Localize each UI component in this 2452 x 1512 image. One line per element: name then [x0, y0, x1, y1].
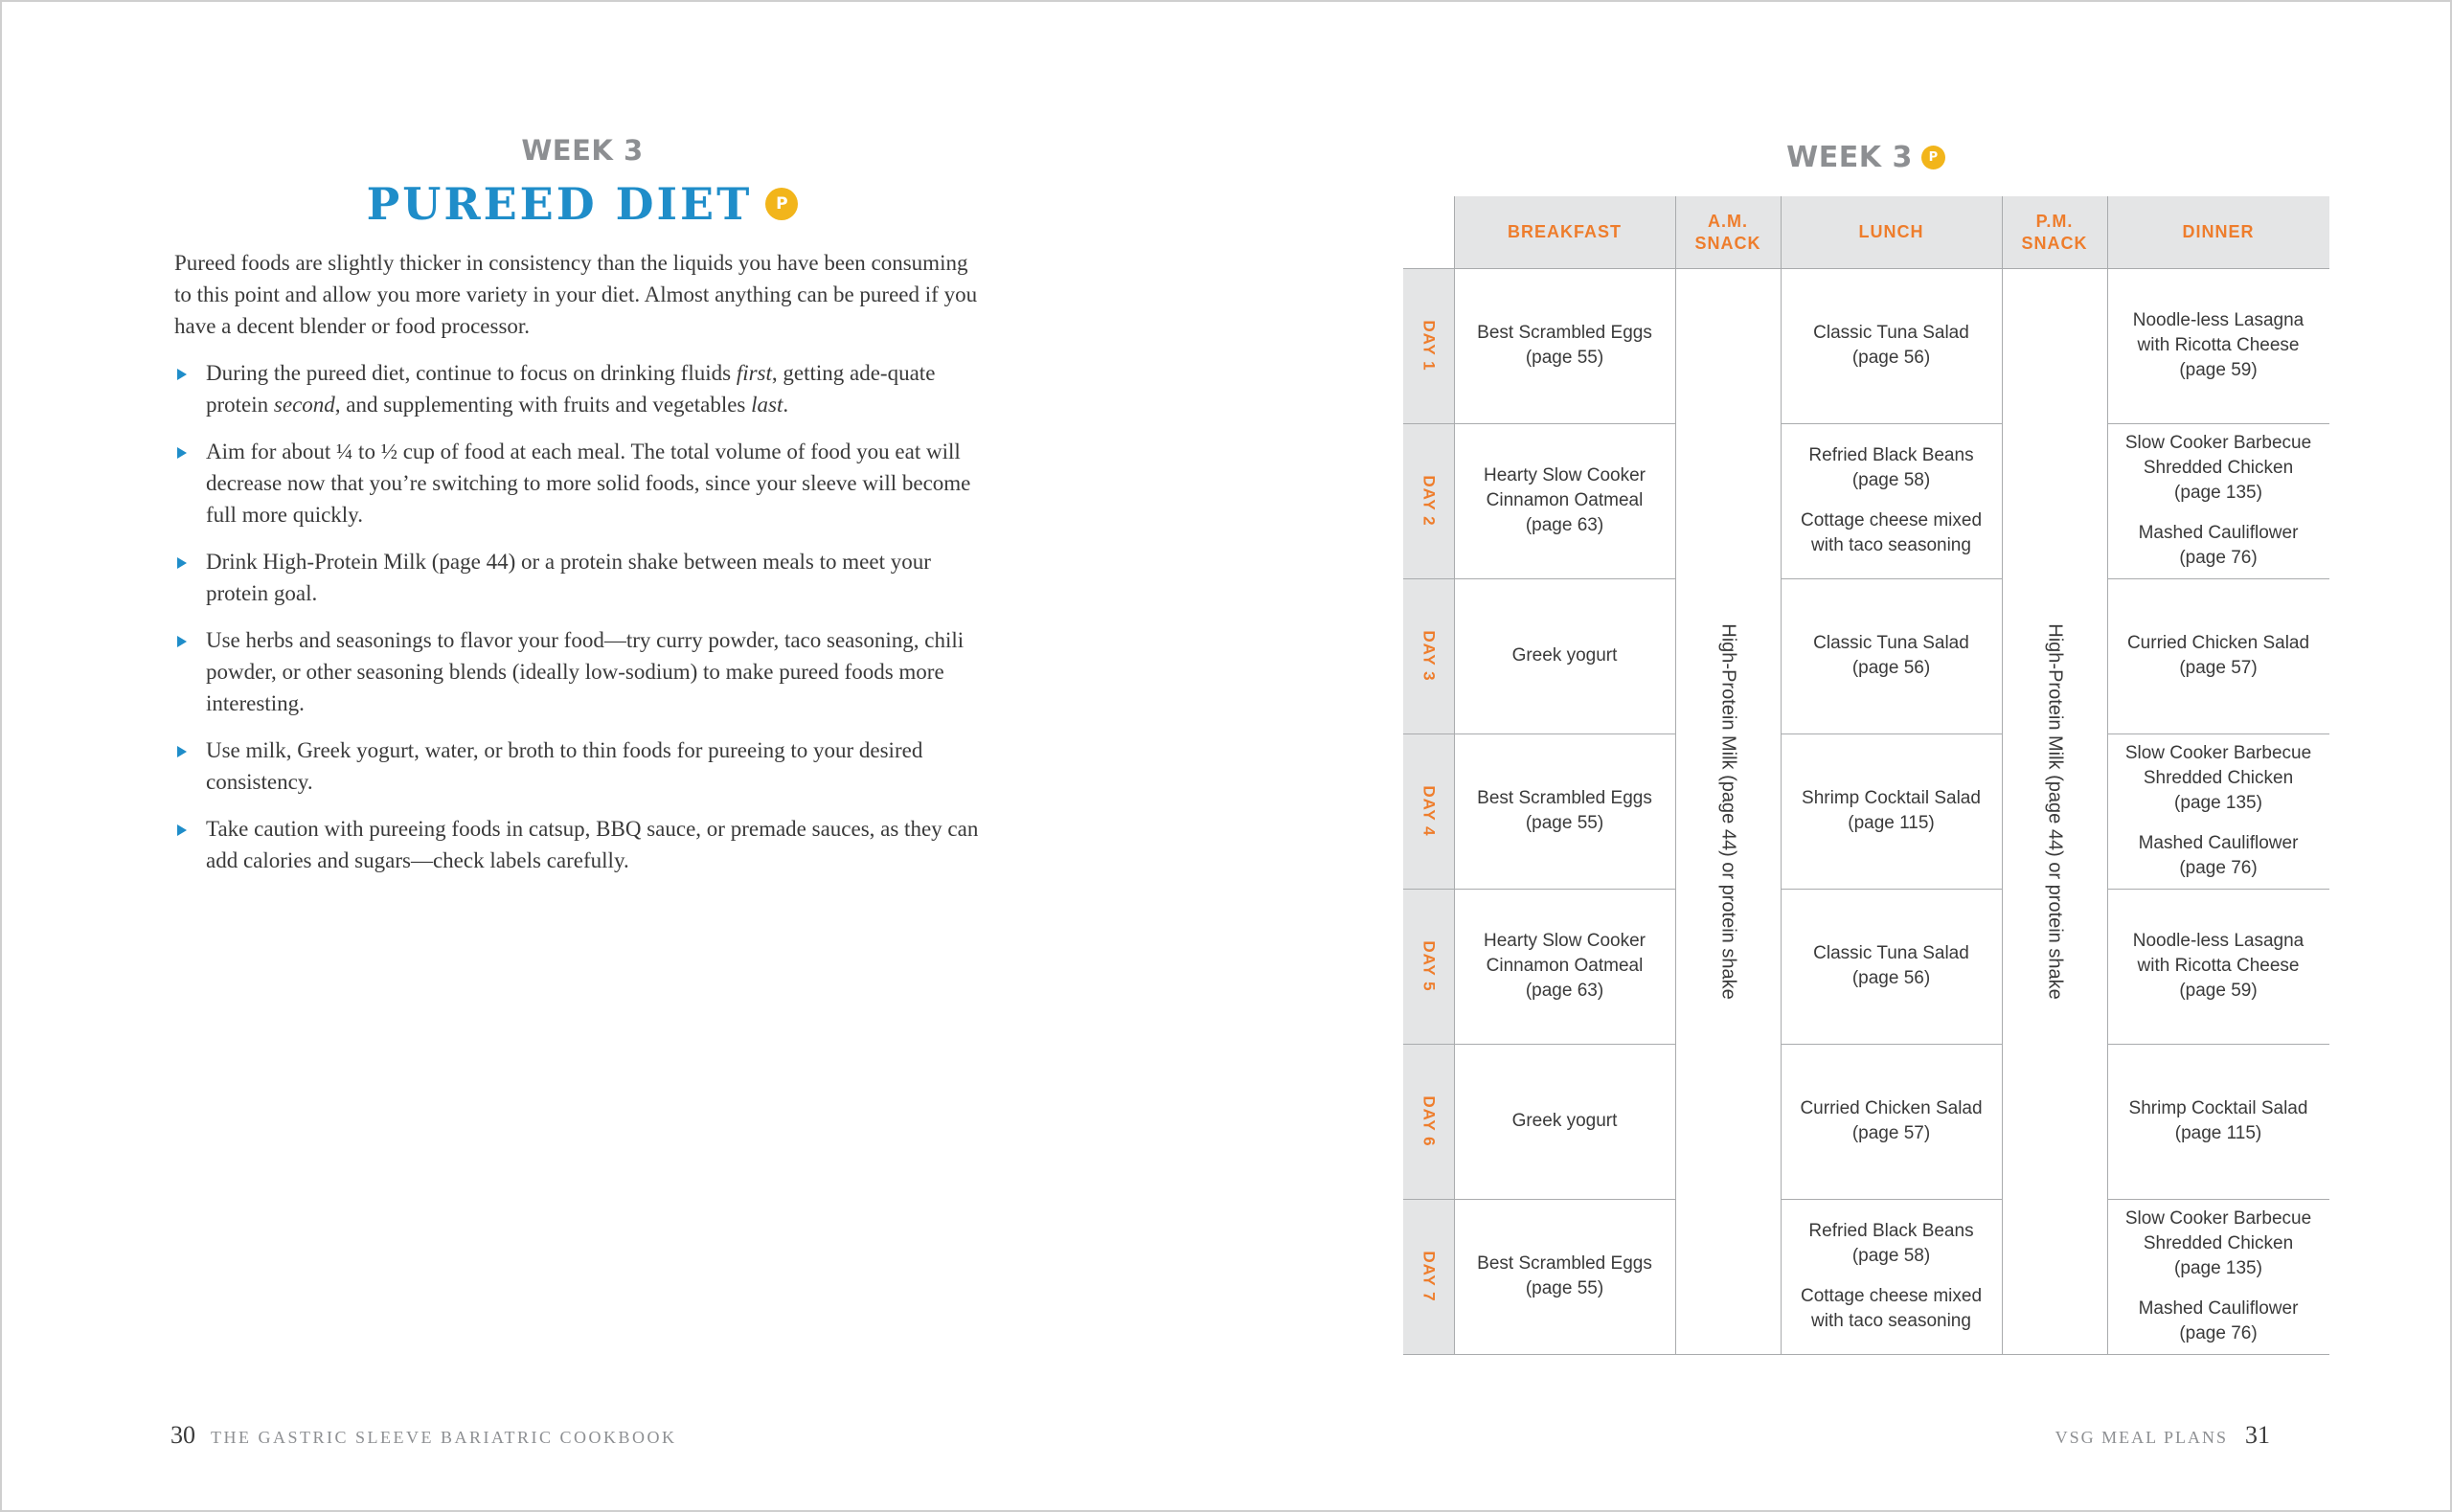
page-number: 31 [2245, 1421, 2270, 1449]
tip-item: Use milk, Greek yogurt, water, or broth to thin foods for pureeing to your desired consistency. [174, 734, 990, 798]
right-page-title [1403, 141, 2328, 174]
grid-line [1781, 733, 2002, 734]
grid-line [1403, 1199, 1675, 1200]
header-breakfast: BREAKFAST [1454, 196, 1675, 268]
grid-line [2107, 578, 2329, 579]
grid-line [1781, 889, 2002, 890]
title-row [174, 178, 990, 230]
breakfast-cell: Best Scrambled Eggs (page 55) [1477, 323, 1652, 368]
header-am-snack: A.M. SNACK [1675, 196, 1781, 268]
grid-line [2107, 196, 2108, 1354]
triangle-bullet-icon [177, 369, 187, 380]
grid-line [1403, 733, 1675, 734]
header-lunch: LUNCH [1781, 196, 2002, 268]
grid-line [1454, 196, 1455, 1354]
page-number: 30 [170, 1421, 195, 1449]
day-label-cell: DAY 6 [1403, 1044, 1454, 1199]
dinner-cell: Slow Cooker Barbecue Shredded Chicken (page 135) Mashed Cauliflower (page 76) [2124, 1208, 2312, 1343]
dinner-cell: Slow Cooker Barbecue Shredded Chicken (page 135) Mashed Cauliflower (page 76) [2124, 433, 2312, 568]
dinner-cell: Noodle-less Lasagna with Ricotta Cheese (page 59) [2132, 931, 2304, 1001]
lunch-cell: Refried Black Beans (page 58) Cottage cheese mixed with taco seasoning [1800, 445, 1983, 555]
meal-plan-table [1403, 196, 2329, 1357]
triangle-bullet-icon [177, 746, 187, 757]
breakfast-cell: Hearty Slow Cooker Cinnamon Oatmeal (page 63) [1484, 931, 1646, 1001]
header-dinner: DINNER [2107, 196, 2329, 268]
tip-item: Aim for about ¼ to ½ cup of food at each meal. The total volume of food you eat will decrease now that you’re switching to more solid foods, since your sleeve will become full more quickly. [174, 436, 990, 530]
grid-line [1781, 1044, 2002, 1045]
tip-item: During the pureed diet, continue to focus on drinking fluids first, getting ade-quate protein second, and supplementing with fruits and vegetables last. [174, 357, 990, 420]
grid-line [2107, 1199, 2329, 1200]
breakfast-cell: Greek yogurt [1511, 645, 1618, 666]
grid-line [2107, 1044, 2329, 1045]
page-title: PUREED DIET [366, 178, 753, 230]
lunch-cell: Shrimp Cocktail Salad (page 115) [1802, 788, 1981, 833]
dinner-cell: Slow Cooker Barbecue Shredded Chicken (page 135) Mashed Cauliflower (page 76) [2124, 743, 2312, 878]
day-label-cell: DAY 3 [1403, 578, 1454, 733]
grid-line [1781, 196, 1782, 1354]
triangle-bullet-icon [177, 824, 187, 836]
intro-paragraph: Pureed foods are slightly thicker in consistency than the liquids you have been consuming to this point and allow you more variety in your diet. Almost anything can be pureed if you have a decent blender or food processor. [174, 251, 978, 338]
tip-item: Use herbs and seasonings to flavor your food—try curry powder, taco seasoning, chili powder, or other seasoning blends (ideally low-sodium) to make pureed foods more interesting. [174, 624, 990, 719]
grid-line [1781, 423, 2002, 424]
breakfast-cell: Greek yogurt [1511, 1111, 1618, 1131]
day-label-cell: DAY 1 [1403, 268, 1454, 423]
lunch-cell: Classic Tuna Salad (page 56) [1813, 943, 1969, 988]
grid-line [1781, 578, 2002, 579]
week-label: WEEK 3 [521, 134, 644, 167]
day-label-cell: DAY 4 [1403, 733, 1454, 889]
grid-line [2107, 889, 2329, 890]
triangle-bullet-icon [177, 636, 187, 647]
lunch-cell: Classic Tuna Salad (page 56) [1813, 323, 1969, 368]
grid-line [1781, 1199, 2002, 1200]
breakfast-cell: Hearty Slow Cooker Cinnamon Oatmeal (page 63) [1484, 465, 1646, 535]
pm-snack-cell: High-Protein Milk (page 44) or protein shake [2044, 622, 2066, 1000]
left-footer [170, 1421, 677, 1450]
grid-line [1403, 889, 1675, 890]
week-label: WEEK 3 [1786, 141, 1913, 174]
day-label-cell: DAY 5 [1403, 889, 1454, 1044]
grid-line [1403, 423, 1675, 424]
grid-line [1403, 268, 2329, 269]
dinner-cell: Noodle-less Lasagna with Ricotta Cheese (page 59) [2132, 310, 2304, 380]
tips-list [174, 357, 990, 876]
breakfast-cell: Best Scrambled Eggs (page 55) [1477, 1253, 1652, 1298]
grid-line [1675, 196, 1676, 1354]
lunch-cell: Curried Chicken Salad (page 57) [1800, 1098, 1983, 1143]
grid-line [1403, 578, 1675, 579]
pureed-badge-icon: P [765, 188, 798, 220]
section-name: VSG MEAL PLANS [2055, 1428, 2228, 1447]
day-label-cell: DAY 7 [1403, 1199, 1454, 1354]
right-footer [2055, 1421, 2270, 1450]
pureed-badge-icon: P [1921, 146, 1945, 169]
day-label-cell: DAY 2 [1403, 423, 1454, 578]
breakfast-cell: Best Scrambled Eggs (page 55) [1477, 788, 1652, 833]
lunch-cell: Refried Black Beans (page 58) Cottage cheese mixed with taco seasoning [1800, 1221, 1983, 1331]
grid-line [1403, 1354, 2329, 1355]
triangle-bullet-icon [177, 557, 187, 569]
grid-line [2107, 733, 2329, 734]
left-page [174, 134, 990, 891]
dinner-cell: Shrimp Cocktail Salad (page 115) [2128, 1098, 2308, 1143]
grid-line [2107, 423, 2329, 424]
header-pm-snack: P.M. SNACK [2002, 196, 2107, 268]
tip-item: Take caution with pureeing foods in catsup, BBQ sauce, or premade sauces, as they can add calories and sugars—check labels carefully. [174, 813, 990, 876]
lunch-cell: Classic Tuna Salad (page 56) [1813, 633, 1969, 678]
tip-item: Drink High-Protein Milk (page 44) or a protein shake between meals to meet your protein goal. [174, 546, 990, 609]
triangle-bullet-icon [177, 447, 187, 459]
grid-line [2002, 196, 2003, 1354]
am-snack-cell: High-Protein Milk (page 44) or protein shake [1717, 622, 1739, 1000]
book-title: THE GASTRIC SLEEVE BARIATRIC COOKBOOK [211, 1428, 677, 1447]
dinner-cell: Curried Chicken Salad (page 57) [2126, 633, 2310, 678]
grid-line [1403, 1044, 1675, 1045]
